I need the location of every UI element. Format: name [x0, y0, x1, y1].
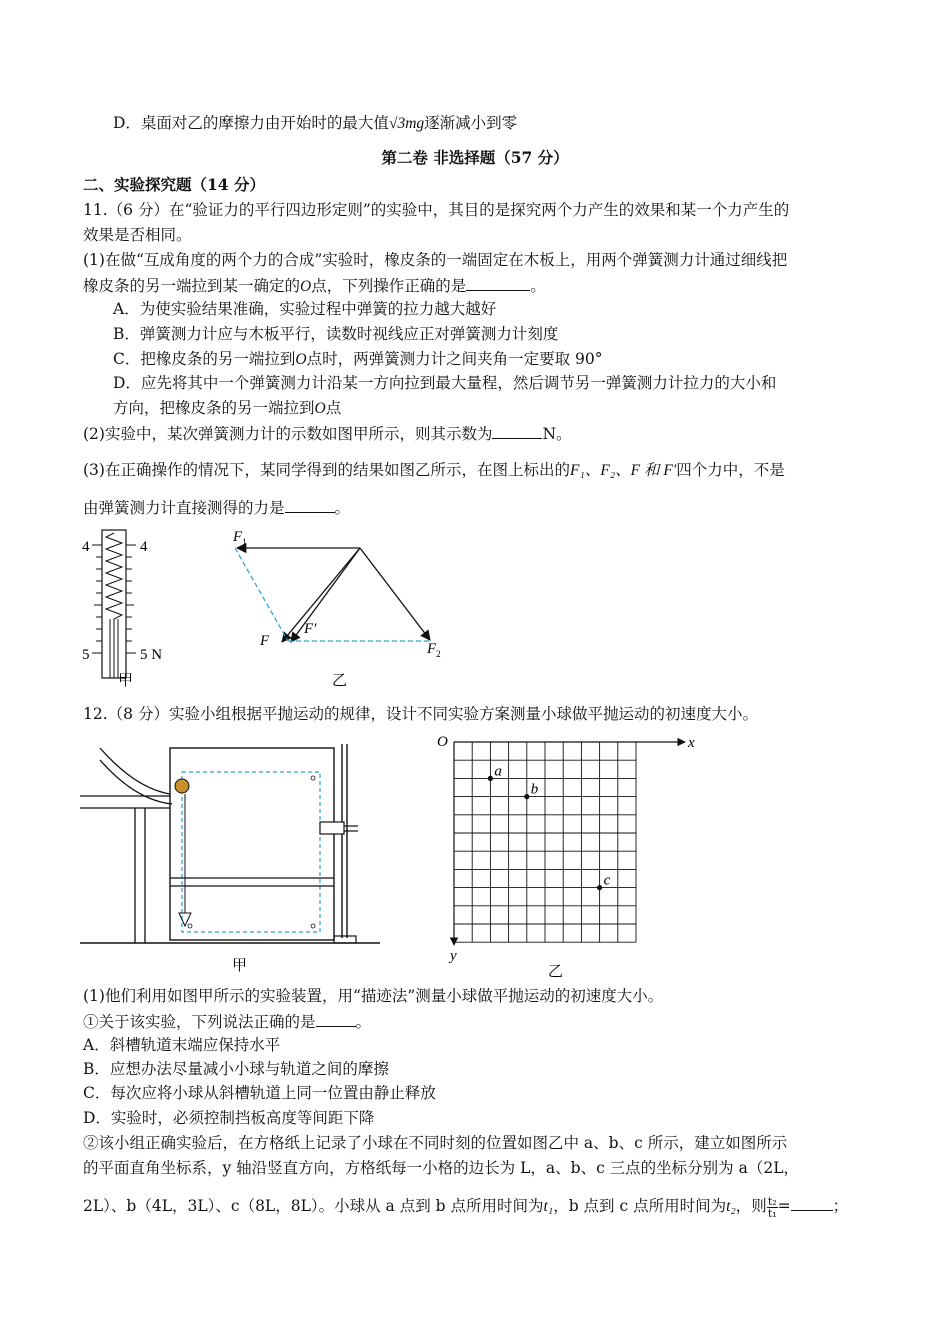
x-axis-label: x: [688, 735, 695, 751]
grid-figure: [430, 730, 700, 980]
q12-sub1: (1)他们利用如图甲所示的实验装置，用“描迹法”测量小球做平抛运动的初速度大小。: [83, 987, 664, 1005]
answer-blank[interactable]: [791, 1194, 833, 1211]
section-title: 二、实验探究题（14 分）: [83, 175, 265, 194]
q11-sub1-line1: (1)在做“互成角度的两个力的合成”实验时，橡皮条的一端固定在木板上，用两个弹簧测力计通过细线把: [83, 251, 788, 269]
origin-label: O: [437, 734, 448, 750]
q11-opt-a: A．为使实验结果准确，实验过程中弹簧的拉力越大越好: [113, 300, 497, 318]
q12-stem: 12.（8 分）实验小组根据平抛运动的规律，设计不同实验方案测量小球做平抛运动的初速度大小。: [83, 705, 758, 723]
point-c-label: c: [603, 872, 611, 889]
figure-caption-jia: 甲: [232, 958, 248, 974]
board: [170, 748, 334, 940]
answer-blank[interactable]: [466, 274, 530, 291]
apparatus-figure: [80, 738, 380, 976]
stand-base: [334, 936, 356, 943]
part2-title: 第二卷 非选择题（57 分）: [381, 148, 569, 167]
grid-lines: [454, 742, 636, 942]
q12-sub2-line3: 2L）、b（4L，3L）、c（8L，8L）。小球从 a 点到 b 点所用时间为t₁，b 点到 c 点所用时间为t₂，则 $\frac{\text{t₂}}{\text{t₁}}$ = ；: [83, 1194, 849, 1220]
tick-label-4-left: 4: [82, 539, 90, 555]
label-f2: $F_2$: [427, 641, 441, 659]
q11-opt-b: B．弹簧测力计应与木板平行，读数时视线应正对弹簧测力计刻度: [113, 325, 559, 343]
q11-opt-d-line2: 方向，把橡皮条的另一端拉到O点: [113, 399, 342, 417]
dashed-parallel-f2: [235, 548, 288, 641]
q11-sub2: (2)实验中，某次弹簧测力计的示数如图甲所示，则其示数为 N。: [83, 422, 572, 445]
force-parallelogram-figure: [225, 525, 455, 695]
spring-scale-figure: [80, 525, 190, 695]
force-f-arrow: [282, 548, 360, 642]
answer-blank[interactable]: [316, 1010, 356, 1027]
y-axis-label: y: [450, 948, 457, 964]
figure-caption-yi: 乙: [548, 964, 564, 980]
paper-outline: [182, 772, 320, 932]
point-b-label: b: [530, 781, 539, 798]
chute-bottom: [100, 760, 172, 804]
point-b: [524, 794, 529, 799]
tick-label-5-left: 5: [82, 647, 90, 663]
force-fprime-arrow: [291, 548, 360, 642]
q12-opt-c: C．每次应将小球从斜槽轨道上同一位置由静止释放: [83, 1084, 436, 1102]
ball: [175, 779, 189, 793]
spring-coil: [106, 533, 122, 619]
q12-opt-a: A．斜槽轨道末端应保持水平: [83, 1036, 281, 1054]
figure-caption-jia: 甲: [118, 673, 134, 689]
point-c: [597, 885, 602, 890]
label-f1: $F_1$: [233, 529, 247, 547]
prev-option-d: D．桌面对乙的摩擦力由开始时的最大值√3mg逐渐减小到零: [113, 114, 518, 132]
q11-opt-c: C．把橡皮条的另一端拉到O点时，两弹簧测力计之间夹角一定要取 90°: [113, 350, 603, 368]
q11-opt-d-line1: D．应先将其中一个弹簧测力计沿某一方向拉到最大量程，然后调节另一弹簧测力计拉力的大小和: [113, 374, 777, 392]
q11-sub3-line1: (3)在正确操作的情况下，某同学得到的结果如图乙所示，在图上标出的F₁、F₂、F 和 F′四个力中，不是: [83, 461, 785, 479]
q12-opt-b: B．应想办法尽量减小小球与轨道之间的摩擦: [83, 1060, 389, 1078]
q12-sub1-question: ①关于该实验，下列说法正确的是 。: [83, 1010, 371, 1033]
fraction-t2-over-t1: $\frac{\text{t₂}}{\text{t₁}}$: [767, 1194, 777, 1220]
answer-blank[interactable]: [285, 496, 335, 513]
label-fprime: F′: [304, 621, 317, 637]
point-a-label: a: [494, 763, 502, 780]
q11-stem-line2: 效果是否相同。: [83, 226, 192, 244]
figure-caption-yi: 乙: [332, 673, 348, 689]
q12-sub2-line2: 的平面直角坐标系，y 轴沿竖直方向，方格纸每一小格的边长为 L，a、b、c 三点的坐标分别为 a（2L，: [83, 1159, 800, 1177]
tick-label-4-right: 4: [140, 539, 148, 555]
label-f: F: [260, 633, 270, 649]
q11-sub1-line2: 橡皮条的另一端拉到某一确定的O点，下列操作正确的是 。: [83, 274, 546, 298]
q11-stem-line1: 11.（6 分）在“验证力的平行四边形定则”的实验中，其目的是探究两个力产生的效果和某一个力产生的: [83, 201, 790, 219]
force-f2-arrow: [360, 548, 430, 640]
q12-opt-d: D．实验时，必须控制挡板高度等间距下降: [83, 1109, 375, 1127]
answer-blank[interactable]: [492, 422, 542, 439]
q11-sub3-line2: 由弹簧测力计直接测得的力是 。: [83, 496, 350, 519]
clamp: [320, 822, 344, 834]
point-a: [488, 776, 493, 781]
tick-label-5-right: 5 N: [140, 647, 163, 663]
q12-sub2-line1: ②该小组正确实验后，在方格纸上记录了小球在不同时刻的位置如图乙中 a、b、c 所示，建立如图所示: [83, 1134, 788, 1152]
